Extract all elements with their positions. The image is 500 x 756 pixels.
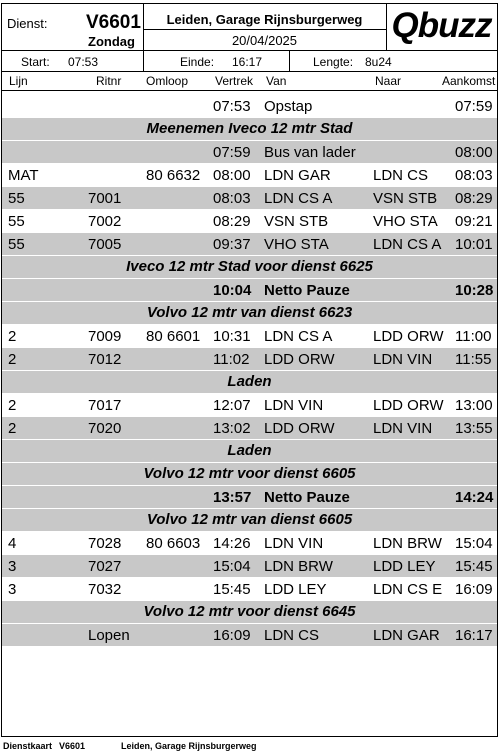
header bbox=[2, 4, 497, 51]
section-heading-row bbox=[2, 371, 497, 393]
row-aankomst: 15:45 bbox=[455, 557, 493, 575]
table-row bbox=[2, 394, 497, 416]
row-naar: LDN GAR bbox=[373, 626, 440, 644]
row-aankomst: 09:21 bbox=[455, 212, 493, 230]
col-vertrek: Vertrek bbox=[215, 74, 254, 88]
row-aankomst: 15:04 bbox=[455, 534, 493, 552]
section-heading: Laden bbox=[227, 441, 272, 459]
row-naar: VSN STB bbox=[373, 189, 438, 207]
row-aankomst: 16:09 bbox=[455, 580, 493, 598]
row-aankomst: 08:03 bbox=[455, 166, 493, 184]
row-lijn: MAT bbox=[8, 166, 39, 184]
row-van: Bus van lader bbox=[264, 143, 356, 161]
section-heading-row bbox=[2, 509, 497, 531]
section-heading: Volvo 12 mtr van dienst 6605 bbox=[146, 510, 353, 528]
row-omloop: 80 6603 bbox=[146, 534, 201, 552]
footer-label: Dienstkaart bbox=[3, 741, 53, 751]
column-header bbox=[2, 72, 497, 91]
pause-label: Netto Pauze bbox=[264, 281, 350, 299]
row-aankomst: 16:17 bbox=[455, 626, 493, 644]
row-lijn: 3 bbox=[8, 580, 17, 598]
row-vertrek: 15:45 bbox=[213, 580, 251, 598]
table-row bbox=[2, 555, 497, 577]
row-naar: LDD ORW bbox=[373, 327, 444, 345]
row-naar: LDN CS A bbox=[373, 235, 442, 253]
table-row bbox=[2, 532, 497, 554]
section-heading-row bbox=[2, 256, 497, 278]
section-heading-row bbox=[2, 601, 497, 623]
pause-end: 10:28 bbox=[455, 281, 494, 299]
section-heading: Volvo 12 mtr van dienst 6623 bbox=[146, 303, 353, 321]
qbuzz-logo: Qbuzz bbox=[391, 6, 492, 45]
row-ritnr: Lopen bbox=[88, 626, 130, 644]
row-vertrek: 10:31 bbox=[213, 327, 251, 345]
date-text: 20/04/2025 bbox=[231, 33, 298, 48]
table-row bbox=[2, 325, 497, 347]
start-label: Start: bbox=[21, 55, 50, 69]
start-value: 07:53 bbox=[68, 55, 99, 69]
dienst-number: V6601 bbox=[86, 12, 141, 33]
row-naar: LDN VIN bbox=[373, 350, 433, 368]
table-row bbox=[2, 348, 497, 370]
dienstkaart bbox=[1, 3, 498, 737]
col-van: Van bbox=[266, 74, 287, 88]
lengte-cell bbox=[289, 51, 497, 71]
section-heading: Meenemen Iveco 12 mtr Stad bbox=[146, 119, 353, 137]
table-row bbox=[2, 624, 497, 646]
row-naar: LDN CS E bbox=[373, 580, 443, 598]
row-aankomst: 08:29 bbox=[455, 189, 493, 207]
row-van: LDN VIN bbox=[264, 396, 324, 414]
row-vertrek: 08:03 bbox=[213, 189, 251, 207]
row-ritnr: 7028 bbox=[88, 534, 122, 552]
row-van: LDN CS bbox=[264, 626, 320, 644]
row-vertrek: 07:59 bbox=[213, 143, 251, 161]
row-van: LDD LEY bbox=[264, 580, 327, 598]
pause-end: 14:24 bbox=[455, 488, 494, 506]
row-vertrek: 09:37 bbox=[213, 235, 251, 253]
table-row bbox=[2, 417, 497, 439]
pause-row bbox=[2, 486, 497, 508]
row-ritnr: 7009 bbox=[88, 327, 122, 345]
row-aankomst: 10:01 bbox=[455, 235, 493, 253]
row-naar: LDN VIN bbox=[373, 419, 433, 437]
row-ritnr: 7005 bbox=[88, 235, 122, 253]
divider bbox=[143, 29, 386, 30]
row-vertrek: 12:07 bbox=[213, 396, 251, 414]
row-vertrek: 16:09 bbox=[213, 626, 251, 644]
lengte-label: Lengte: bbox=[313, 55, 354, 69]
row-vertrek: 14:26 bbox=[213, 534, 251, 552]
row-aankomst: 07:59 bbox=[455, 98, 493, 115]
section-heading: Iveco 12 mtr Stad voor dienst 6625 bbox=[126, 257, 373, 275]
section-heading-row bbox=[2, 118, 497, 140]
row-lijn: 2 bbox=[8, 327, 17, 345]
einde-label: Einde: bbox=[180, 55, 215, 69]
location-cell bbox=[143, 4, 387, 50]
row-aankomst: 11:55 bbox=[455, 350, 492, 368]
row-van: LDD ORW bbox=[264, 419, 335, 437]
section-heading-row bbox=[2, 463, 497, 485]
row-ritnr: 7027 bbox=[88, 557, 122, 575]
row-lijn: 4 bbox=[8, 534, 17, 552]
section-heading-row bbox=[2, 440, 497, 462]
col-aankomst: Aankomst bbox=[442, 74, 496, 88]
pause-row bbox=[2, 279, 497, 301]
row-vertrek: 07:53 bbox=[213, 98, 251, 115]
table-row bbox=[2, 578, 497, 600]
einde-value: 16:17 bbox=[232, 55, 263, 69]
row-van: LDN VIN bbox=[264, 534, 324, 552]
col-ritnr: Ritnr bbox=[96, 74, 122, 88]
section-heading: Volvo 12 mtr voor dienst 6645 bbox=[143, 602, 356, 620]
row-van: LDN CS A bbox=[264, 189, 333, 207]
col-naar: Naar bbox=[375, 74, 402, 88]
lengte-value: 8u24 bbox=[365, 55, 392, 69]
row-naar: VHO STA bbox=[373, 212, 438, 230]
day-label: Zondag bbox=[88, 34, 135, 49]
col-omloop: Omloop bbox=[146, 74, 189, 88]
row-van: VHO STA bbox=[264, 235, 329, 253]
pause-start: 13:57 bbox=[213, 488, 252, 506]
table-row bbox=[2, 233, 497, 255]
row-naar: LDN CS bbox=[373, 166, 429, 184]
row-vertrek: 08:29 bbox=[213, 212, 251, 230]
row-ritnr: 7001 bbox=[88, 189, 122, 207]
row-van: Opstap bbox=[264, 98, 313, 115]
section-heading: Volvo 12 mtr voor dienst 6605 bbox=[143, 464, 356, 482]
row-vertrek: 15:04 bbox=[213, 557, 251, 575]
logo-cell bbox=[386, 4, 497, 50]
row-naar: LDN BRW bbox=[373, 534, 442, 552]
row-naar: LDD LEY bbox=[373, 557, 436, 575]
section-heading-row bbox=[2, 302, 497, 324]
col-lijn: Lijn bbox=[9, 74, 28, 88]
table-row bbox=[2, 141, 497, 163]
row-omloop: 80 6601 bbox=[146, 327, 201, 345]
times-bar bbox=[2, 51, 497, 72]
row-van: LDN BRW bbox=[264, 557, 333, 575]
row-naar: LDD ORW bbox=[373, 396, 444, 414]
row-ritnr: 7017 bbox=[88, 396, 122, 414]
row-aankomst: 11:00 bbox=[455, 327, 492, 345]
row-lijn: 55 bbox=[8, 235, 25, 253]
row-ritnr: 7020 bbox=[88, 419, 122, 437]
table-row bbox=[2, 95, 497, 117]
row-lijn: 2 bbox=[8, 396, 17, 414]
dienst-label: Dienst: bbox=[7, 16, 48, 31]
row-van: VSN STB bbox=[264, 212, 329, 230]
table-row bbox=[2, 210, 497, 232]
row-ritnr: 7012 bbox=[88, 350, 122, 368]
row-vertrek: 13:02 bbox=[213, 419, 251, 437]
row-omloop: 80 6632 bbox=[146, 166, 201, 184]
location-text: Leiden, Garage Rijnsburgerweg bbox=[166, 12, 363, 27]
table-row bbox=[2, 187, 497, 209]
row-van: LDD ORW bbox=[264, 350, 335, 368]
row-lijn: 55 bbox=[8, 189, 25, 207]
footer-dienst: V6601 bbox=[59, 741, 86, 751]
section-heading: Laden bbox=[227, 372, 272, 390]
table-row bbox=[2, 164, 497, 186]
start-cell bbox=[2, 51, 144, 71]
footer-location: Leiden, Garage Rijnsburgerweg bbox=[121, 741, 257, 751]
row-vertrek: 08:00 bbox=[213, 166, 251, 184]
row-van: LDN CS A bbox=[264, 327, 333, 345]
row-vertrek: 11:02 bbox=[213, 350, 250, 368]
einde-cell bbox=[143, 51, 290, 71]
row-ritnr: 7002 bbox=[88, 212, 122, 230]
row-lijn: 2 bbox=[8, 350, 17, 368]
schedule-table bbox=[2, 95, 497, 647]
row-van: LDN GAR bbox=[264, 166, 331, 184]
pause-start: 10:04 bbox=[213, 281, 252, 299]
row-lijn: 55 bbox=[8, 212, 25, 230]
row-ritnr: 7032 bbox=[88, 580, 122, 598]
row-aankomst: 13:00 bbox=[455, 396, 493, 414]
row-lijn: 2 bbox=[8, 419, 17, 437]
pause-label: Netto Pauze bbox=[264, 488, 350, 506]
row-lijn: 3 bbox=[8, 557, 17, 575]
dienst-cell bbox=[2, 4, 144, 50]
row-aankomst: 08:00 bbox=[455, 143, 493, 161]
row-aankomst: 13:55 bbox=[455, 419, 493, 437]
